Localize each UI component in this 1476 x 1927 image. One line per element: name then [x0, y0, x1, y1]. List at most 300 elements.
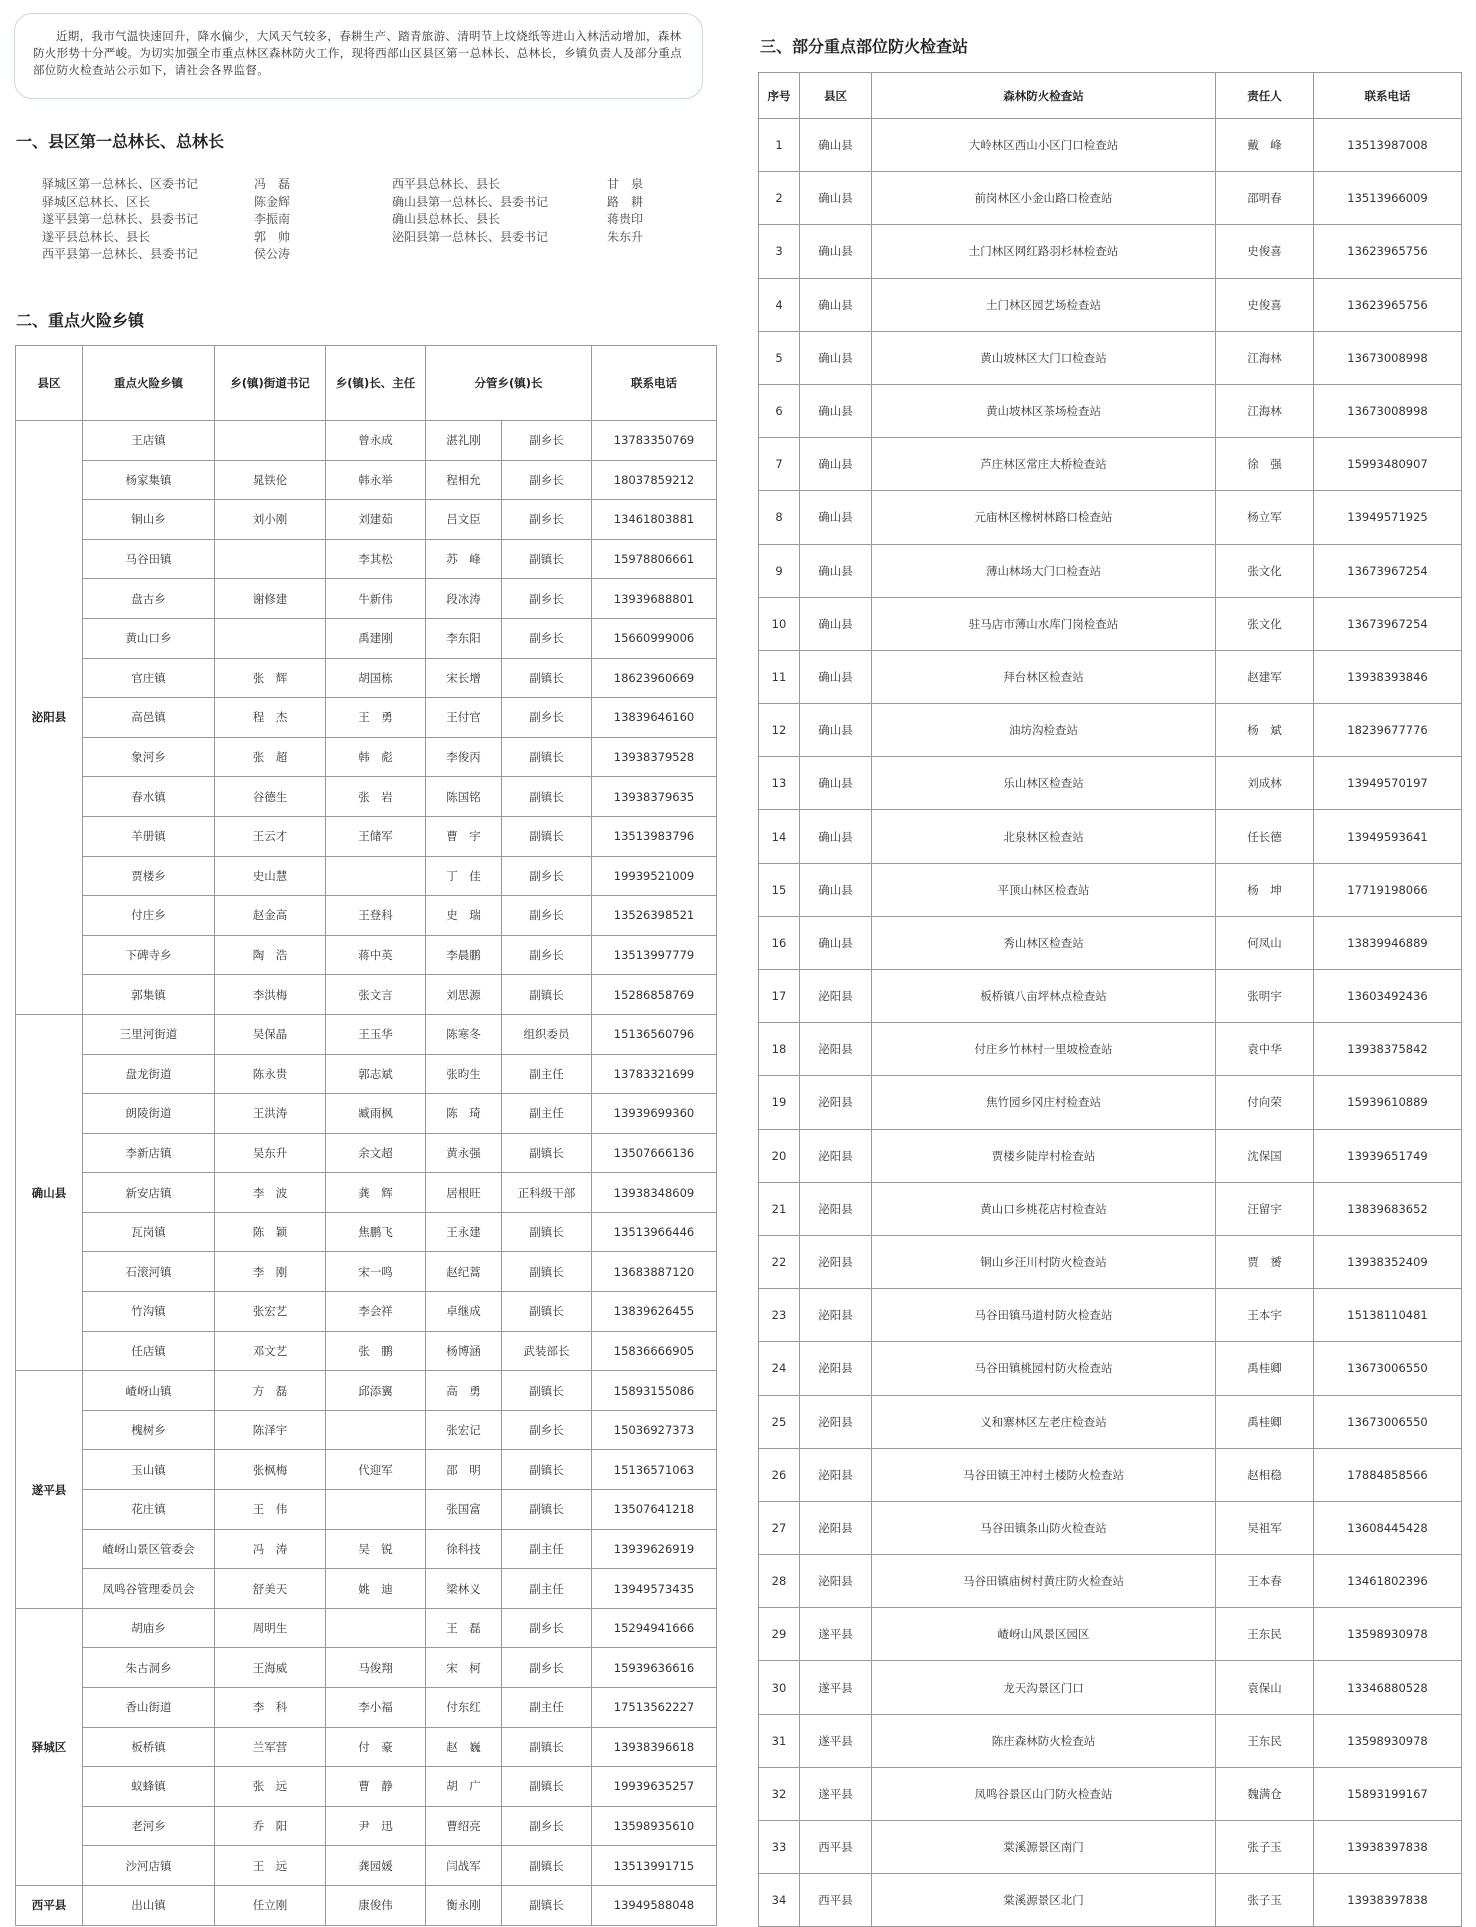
leader-title: 确山县总林长、县长	[392, 212, 501, 226]
index-cell: 3	[759, 225, 800, 278]
mayor-cell: 牛新伟	[326, 579, 426, 619]
phone-cell: 13513991715	[592, 1846, 717, 1886]
leader-title: 确山县第一总林长、县委书记	[392, 194, 549, 209]
county-cell: 确山县	[800, 331, 872, 384]
deputy-title-cell: 副镇长	[502, 1450, 592, 1490]
table-row	[16, 1292, 717, 1332]
table-row	[16, 1054, 717, 1094]
deputy-name-cell: 刘思源	[426, 975, 502, 1015]
secretary-cell: 史山慧	[215, 856, 326, 896]
checkpoint-cell: 拜台林区检查站	[872, 650, 1216, 703]
town-cell: 嵖岈山景区管委会	[83, 1529, 215, 1569]
checkpoint-cell: 棠溪源景区北门	[872, 1874, 1216, 1927]
phone-cell: 15660999006	[592, 618, 717, 658]
person-cell: 王本春	[1216, 1555, 1314, 1608]
index-cell: 12	[759, 704, 800, 757]
index-cell: 20	[759, 1129, 800, 1182]
deputy-title-cell: 正科级干部	[502, 1173, 592, 1213]
mayor-cell: 李其松	[326, 539, 426, 579]
index-cell: 9	[759, 544, 800, 597]
table-row	[759, 704, 1462, 757]
table-row	[16, 816, 717, 856]
leader-row	[392, 194, 643, 212]
checkpoint-cell: 义和寨林区左老庄检查站	[872, 1395, 1216, 1448]
phone-cell: 18037859212	[592, 460, 717, 500]
leader-row	[392, 211, 643, 229]
mayor-cell: 禹建刚	[326, 618, 426, 658]
mayor-cell: 胡国栋	[326, 658, 426, 698]
table-row	[16, 579, 717, 619]
table-row	[759, 119, 1462, 172]
index-cell: 19	[759, 1076, 800, 1129]
secretary-cell: 舒美天	[215, 1569, 326, 1609]
header-phone: 联系电话	[1314, 73, 1462, 119]
town-cell: 蚁蜂镇	[83, 1767, 215, 1807]
header-phone: 联系电话	[592, 346, 717, 421]
table-row	[16, 1688, 717, 1728]
county-cell: 遂平县	[800, 1608, 872, 1661]
table-row	[759, 438, 1462, 491]
town-cell: 李新店镇	[83, 1133, 215, 1173]
table-row	[16, 1885, 717, 1925]
person-cell: 任长德	[1216, 810, 1314, 863]
county-cell: 确山县	[800, 384, 872, 437]
phone-cell: 13939651749	[1314, 1129, 1462, 1182]
index-cell: 10	[759, 597, 800, 650]
town-cell: 出山镇	[83, 1885, 215, 1925]
checkpoint-cell: 凤鸣谷景区山门防火检查站	[872, 1767, 1216, 1820]
table-row	[759, 1661, 1462, 1714]
person-cell: 张文化	[1216, 544, 1314, 597]
header-person: 责任人	[1216, 73, 1314, 119]
phone-cell: 15993480907	[1314, 438, 1462, 491]
town-cell: 马谷田镇	[83, 539, 215, 579]
secretary-cell: 李 刚	[215, 1252, 326, 1292]
county-cell: 泌阳县	[800, 1395, 872, 1448]
deputy-name-cell: 史 瑞	[426, 896, 502, 936]
checkpoint-cell: 马谷田镇庙树村黄庄防火检查站	[872, 1555, 1216, 1608]
deputy-title-cell: 副乡长	[502, 579, 592, 619]
leader-title: 遂平县总林长、县长	[42, 229, 151, 244]
phone-cell: 13673008998	[1314, 331, 1462, 384]
phone-cell: 15138110481	[1314, 1289, 1462, 1342]
secretary-cell: 李洪梅	[215, 975, 326, 1015]
county-cell: 遂平县	[800, 1661, 872, 1714]
checkpoint-cell: 薄山林场大门口检查站	[872, 544, 1216, 597]
checkpoint-table	[758, 72, 1462, 1927]
deputy-title-cell: 副乡长	[502, 1608, 592, 1648]
secretary-cell: 王 远	[215, 1846, 326, 1886]
phone-cell: 15036927373	[592, 1410, 717, 1450]
deputy-title-cell: 副主任	[502, 1529, 592, 1569]
table-row	[16, 1133, 717, 1173]
index-cell: 27	[759, 1501, 800, 1554]
index-cell: 28	[759, 1555, 800, 1608]
person-cell: 杨立军	[1216, 491, 1314, 544]
leader-title: 遂平县第一总林长、县委书记	[42, 212, 199, 226]
phone-cell: 13938379528	[592, 737, 717, 777]
mayor-cell: 张 岩	[326, 777, 426, 817]
county-cell: 确山县	[800, 172, 872, 225]
leader-name: 路 耕	[607, 194, 644, 209]
leader-title: 西平县总林长、县长	[392, 177, 501, 191]
index-cell: 17	[759, 970, 800, 1023]
deputy-title-cell: 副主任	[502, 1569, 592, 1609]
leader-row	[42, 246, 290, 264]
person-cell: 张文化	[1216, 597, 1314, 650]
phone-cell: 13598930978	[1314, 1714, 1462, 1767]
town-cell: 胡庙乡	[83, 1608, 215, 1648]
table-row	[16, 856, 717, 896]
town-cell: 三里河街道	[83, 1014, 215, 1054]
table-row	[759, 863, 1462, 916]
secretary-cell: 王云才	[215, 816, 326, 856]
deputy-title-cell: 副镇长	[502, 975, 592, 1015]
deputy-title-cell: 副乡长	[502, 460, 592, 500]
town-cell: 盘龙街道	[83, 1054, 215, 1094]
deputy-name-cell: 陈 琦	[426, 1094, 502, 1134]
county-cell: 确山县	[800, 757, 872, 810]
person-cell: 沈保国	[1216, 1129, 1314, 1182]
person-cell: 袁保山	[1216, 1661, 1314, 1714]
phone-cell: 18623960669	[592, 658, 717, 698]
phone-cell: 13939626919	[592, 1529, 717, 1569]
town-cell: 板桥镇	[83, 1727, 215, 1767]
deputy-name-cell: 付东红	[426, 1688, 502, 1728]
checkpoint-cell: 马谷田镇条山防火检查站	[872, 1501, 1216, 1554]
county-cell: 泌阳县	[800, 1182, 872, 1235]
secretary-cell: 兰军营	[215, 1727, 326, 1767]
deputy-name-cell: 王永建	[426, 1212, 502, 1252]
deputy-title-cell: 副镇长	[502, 1767, 592, 1807]
mayor-cell: 韩 彪	[326, 737, 426, 777]
index-cell: 18	[759, 1023, 800, 1076]
index-cell: 1	[759, 119, 800, 172]
phone-cell: 13938397838	[1314, 1821, 1462, 1874]
table-row	[16, 777, 717, 817]
person-cell: 江海林	[1216, 331, 1314, 384]
deputy-name-cell: 苏 峰	[426, 539, 502, 579]
phone-cell: 13507641218	[592, 1490, 717, 1530]
table-row	[16, 975, 717, 1015]
index-cell: 24	[759, 1342, 800, 1395]
secretary-cell: 张 超	[215, 737, 326, 777]
mayor-cell: 余文超	[326, 1133, 426, 1173]
deputy-title-cell: 副镇长	[502, 737, 592, 777]
phone-cell: 13949571925	[1314, 491, 1462, 544]
index-cell: 21	[759, 1182, 800, 1235]
phone-cell: 13673008998	[1314, 384, 1462, 437]
checkpoint-cell: 付庄乡竹林村一里坡检查站	[872, 1023, 1216, 1076]
table-row	[16, 1529, 717, 1569]
person-cell: 张子玉	[1216, 1874, 1314, 1927]
table-row	[16, 500, 717, 540]
person-cell: 王本宇	[1216, 1289, 1314, 1342]
phone-cell: 17513562227	[592, 1688, 717, 1728]
table-header-row	[16, 346, 717, 421]
county-cell: 确山县	[16, 1014, 83, 1370]
person-cell: 贾 赟	[1216, 1235, 1314, 1288]
table-row	[16, 1608, 717, 1648]
secretary-cell	[215, 421, 326, 461]
header-county: 县区	[16, 346, 83, 421]
checkpoint-cell: 秀山林区检查站	[872, 916, 1216, 969]
town-cell: 香山街道	[83, 1688, 215, 1728]
phone-cell: 13938352409	[1314, 1235, 1462, 1288]
index-cell: 15	[759, 863, 800, 916]
phone-cell: 13938397838	[1314, 1874, 1462, 1927]
mayor-cell	[326, 1608, 426, 1648]
index-cell: 26	[759, 1448, 800, 1501]
secretary-cell: 张 远	[215, 1767, 326, 1807]
table-row	[759, 650, 1462, 703]
checkpoint-cell: 大岭林区西山小区门口检查站	[872, 119, 1216, 172]
person-cell: 魏满仓	[1216, 1767, 1314, 1820]
secretary-cell: 张枫梅	[215, 1450, 326, 1490]
table-row	[759, 1448, 1462, 1501]
person-cell: 王东民	[1216, 1608, 1314, 1661]
phone-cell: 15939610889	[1314, 1076, 1462, 1129]
county-cell: 驿城区	[16, 1608, 83, 1885]
town-cell: 黄山口乡	[83, 618, 215, 658]
person-cell: 赵建军	[1216, 650, 1314, 703]
secretary-cell: 谢修建	[215, 579, 326, 619]
phone-cell: 15978806661	[592, 539, 717, 579]
person-cell: 戴 峰	[1216, 119, 1314, 172]
table-row	[759, 491, 1462, 544]
phone-cell: 13949570197	[1314, 757, 1462, 810]
secretary-cell: 周明生	[215, 1608, 326, 1648]
person-cell: 杨 斌	[1216, 704, 1314, 757]
table-row	[759, 172, 1462, 225]
town-cell: 槐树乡	[83, 1410, 215, 1450]
deputy-name-cell: 闫战军	[426, 1846, 502, 1886]
phone-cell: 13507666136	[592, 1133, 717, 1173]
leader-name: 冯 磊	[254, 177, 291, 191]
index-cell: 16	[759, 916, 800, 969]
county-cell: 泌阳县	[800, 1289, 872, 1342]
secretary-cell	[215, 539, 326, 579]
checkpoint-cell: 土门林区园艺场检查站	[872, 278, 1216, 331]
town-cell: 盘古乡	[83, 579, 215, 619]
table-row	[16, 1094, 717, 1134]
mayor-cell: 宋一鸣	[326, 1252, 426, 1292]
leader-row	[42, 211, 290, 229]
phone-cell: 13839946889	[1314, 916, 1462, 969]
secretary-cell: 晁铁伦	[215, 460, 326, 500]
checkpoint-cell: 芦庄林区常庄大桥检查站	[872, 438, 1216, 491]
deputy-name-cell: 邵 明	[426, 1450, 502, 1490]
phone-cell: 13461802396	[1314, 1555, 1462, 1608]
phone-cell: 13513966009	[1314, 172, 1462, 225]
index-cell: 13	[759, 757, 800, 810]
header-town: 重点火险乡镇	[83, 346, 215, 421]
mayor-cell: 姚 迪	[326, 1569, 426, 1609]
table-row	[16, 1490, 717, 1530]
county-cell: 西平县	[800, 1874, 872, 1927]
secretary-cell: 赵金高	[215, 896, 326, 936]
town-cell: 贾楼乡	[83, 856, 215, 896]
checkpoint-cell: 黄山坡林区茶场检查站	[872, 384, 1216, 437]
deputy-title-cell: 副乡长	[502, 698, 592, 738]
table-row	[759, 1555, 1462, 1608]
town-cell: 郭集镇	[83, 975, 215, 1015]
phone-cell: 13839683652	[1314, 1182, 1462, 1235]
leader-title: 驿城区第一总林长、区委书记	[42, 177, 199, 191]
phone-cell: 13839646160	[592, 698, 717, 738]
checkpoint-cell: 驻马店市薄山水库门岗检查站	[872, 597, 1216, 650]
checkpoint-cell: 平顶山林区检查站	[872, 863, 1216, 916]
table-row	[759, 597, 1462, 650]
person-cell: 徐 强	[1216, 438, 1314, 491]
table-row	[16, 1014, 717, 1054]
phone-cell: 19939635257	[592, 1767, 717, 1807]
phone-cell: 15836666905	[592, 1331, 717, 1371]
deputy-title-cell: 副乡长	[502, 1648, 592, 1688]
section2-title: 二、重点火险乡镇	[16, 311, 145, 330]
phone-cell: 15136560796	[592, 1014, 717, 1054]
secretary-cell: 陶 浩	[215, 935, 326, 975]
town-cell: 石滚河镇	[83, 1252, 215, 1292]
mayor-cell: 代迎军	[326, 1450, 426, 1490]
deputy-name-cell: 徐科技	[426, 1529, 502, 1569]
index-cell: 33	[759, 1821, 800, 1874]
deputy-name-cell: 杨博涵	[426, 1331, 502, 1371]
index-cell: 30	[759, 1661, 800, 1714]
secretary-cell: 程 杰	[215, 698, 326, 738]
deputy-name-cell: 吕文臣	[426, 500, 502, 540]
deputy-name-cell: 宋 柯	[426, 1648, 502, 1688]
person-cell: 刘成林	[1216, 757, 1314, 810]
town-cell: 花庄镇	[83, 1490, 215, 1530]
phone-cell: 13783321699	[592, 1054, 717, 1094]
mayor-cell: 付 豪	[326, 1727, 426, 1767]
secretary-cell: 乔 阳	[215, 1806, 326, 1846]
phone-cell: 13623965756	[1314, 225, 1462, 278]
checkpoint-cell: 板桥镇八亩坪林点检查站	[872, 970, 1216, 1023]
deputy-title-cell: 副乡长	[502, 1410, 592, 1450]
phone-cell: 13513997779	[592, 935, 717, 975]
deputy-title-cell: 副乡长	[502, 856, 592, 896]
phone-cell: 13939699360	[592, 1094, 717, 1134]
phone-cell: 13526398521	[592, 896, 717, 936]
table-row	[759, 1289, 1462, 1342]
deputy-name-cell: 曹 宇	[426, 816, 502, 856]
deputy-title-cell: 副镇长	[502, 1371, 592, 1411]
table-row	[16, 737, 717, 777]
deputy-name-cell: 赵 巍	[426, 1727, 502, 1767]
deputy-title-cell: 副镇长	[502, 777, 592, 817]
deputy-title-cell: 副乡长	[502, 618, 592, 658]
person-cell: 邵明春	[1216, 172, 1314, 225]
town-cell: 凤鸣谷管理委员会	[83, 1569, 215, 1609]
phone-cell: 13783350769	[592, 421, 717, 461]
leader-row	[42, 229, 290, 247]
mayor-cell: 曹 静	[326, 1767, 426, 1807]
person-cell: 王东民	[1216, 1714, 1314, 1767]
table-row	[759, 1182, 1462, 1235]
deputy-name-cell: 衡永刚	[426, 1885, 502, 1925]
phone-cell: 13513983796	[592, 816, 717, 856]
leader-name: 陈金辉	[254, 194, 291, 209]
county-cell: 遂平县	[800, 1714, 872, 1767]
town-cell: 春水镇	[83, 777, 215, 817]
index-cell: 22	[759, 1235, 800, 1288]
town-cell: 沙河店镇	[83, 1846, 215, 1886]
county-cell: 泌阳县	[800, 1555, 872, 1608]
checkpoint-cell: 焦竹园乡冈庄村检查站	[872, 1076, 1216, 1129]
intro-notice: 近期，我市气温快速回升，降水偏少，大风天气较多，春耕生产、踏青旅游、清明节上坟烧纸等进山入林活动增加，森林防火形势十分严峻。为切实加强全市重点林区森林防火工作，现将西部山区县区第一总林长、总林长，乡镇负责人及部分重点部位防火检查站公示如下，请社会各界监督。	[14, 13, 703, 99]
fire-risk-towns-table	[15, 345, 717, 1926]
leader-row	[392, 176, 643, 194]
county-cell: 泌阳县	[800, 1448, 872, 1501]
county-cell: 泌阳县	[800, 1501, 872, 1554]
phone-cell: 15893155086	[592, 1371, 717, 1411]
mayor-cell: 臧雨枫	[326, 1094, 426, 1134]
phone-cell: 13346880528	[1314, 1661, 1462, 1714]
deputy-name-cell: 卓继成	[426, 1292, 502, 1332]
deputy-title-cell: 副主任	[502, 1094, 592, 1134]
deputy-name-cell: 王付官	[426, 698, 502, 738]
deputy-title-cell: 副镇长	[502, 1727, 592, 1767]
header-secretary: 乡(镇)街道书记	[215, 346, 326, 421]
table-row	[759, 1076, 1462, 1129]
table-row	[16, 1727, 717, 1767]
table-row	[16, 421, 717, 461]
deputy-title-cell: 组织委员	[502, 1014, 592, 1054]
mayor-cell: 康俊伟	[326, 1885, 426, 1925]
phone-cell: 13839626455	[592, 1292, 717, 1332]
section1-title: 一、县区第一总林长、总林长	[16, 132, 225, 151]
mayor-cell	[326, 856, 426, 896]
table-row	[16, 935, 717, 975]
index-cell: 23	[759, 1289, 800, 1342]
phone-cell: 13461803881	[592, 500, 717, 540]
deputy-title-cell: 副镇长	[502, 1885, 592, 1925]
checkpoint-cell: 土门林区网红路羽杉林检查站	[872, 225, 1216, 278]
table-row	[16, 1252, 717, 1292]
secretary-cell: 李 科	[215, 1688, 326, 1728]
deputy-title-cell: 副镇长	[502, 1490, 592, 1530]
deputy-title-cell: 副乡长	[502, 935, 592, 975]
secretary-cell: 陈 颖	[215, 1212, 326, 1252]
table-row	[16, 1212, 717, 1252]
phone-cell: 15893199167	[1314, 1767, 1462, 1820]
person-cell: 张子玉	[1216, 1821, 1314, 1874]
phone-cell: 13949588048	[592, 1885, 717, 1925]
phone-cell: 19939521009	[592, 856, 717, 896]
index-cell: 14	[759, 810, 800, 863]
mayor-cell: 曾永成	[326, 421, 426, 461]
checkpoint-cell: 黄山口乡桃花店村检查站	[872, 1182, 1216, 1235]
deputy-title-cell: 副乡长	[502, 896, 592, 936]
secretary-cell: 张 辉	[215, 658, 326, 698]
checkpoint-cell: 龙天沟景区门口	[872, 1661, 1216, 1714]
table-row	[16, 698, 717, 738]
deputy-name-cell: 居根旺	[426, 1173, 502, 1213]
person-cell: 赵相稳	[1216, 1448, 1314, 1501]
phone-cell: 13603492436	[1314, 970, 1462, 1023]
deputy-name-cell: 胡 广	[426, 1767, 502, 1807]
secretary-cell: 吴东升	[215, 1133, 326, 1173]
leader-row	[392, 229, 643, 247]
county-cell: 确山县	[800, 438, 872, 491]
mayor-cell: 李会祥	[326, 1292, 426, 1332]
phone-cell: 15286858769	[592, 975, 717, 1015]
leaders-right-column	[392, 176, 643, 246]
secretary-cell: 王海威	[215, 1648, 326, 1688]
index-cell: 34	[759, 1874, 800, 1927]
